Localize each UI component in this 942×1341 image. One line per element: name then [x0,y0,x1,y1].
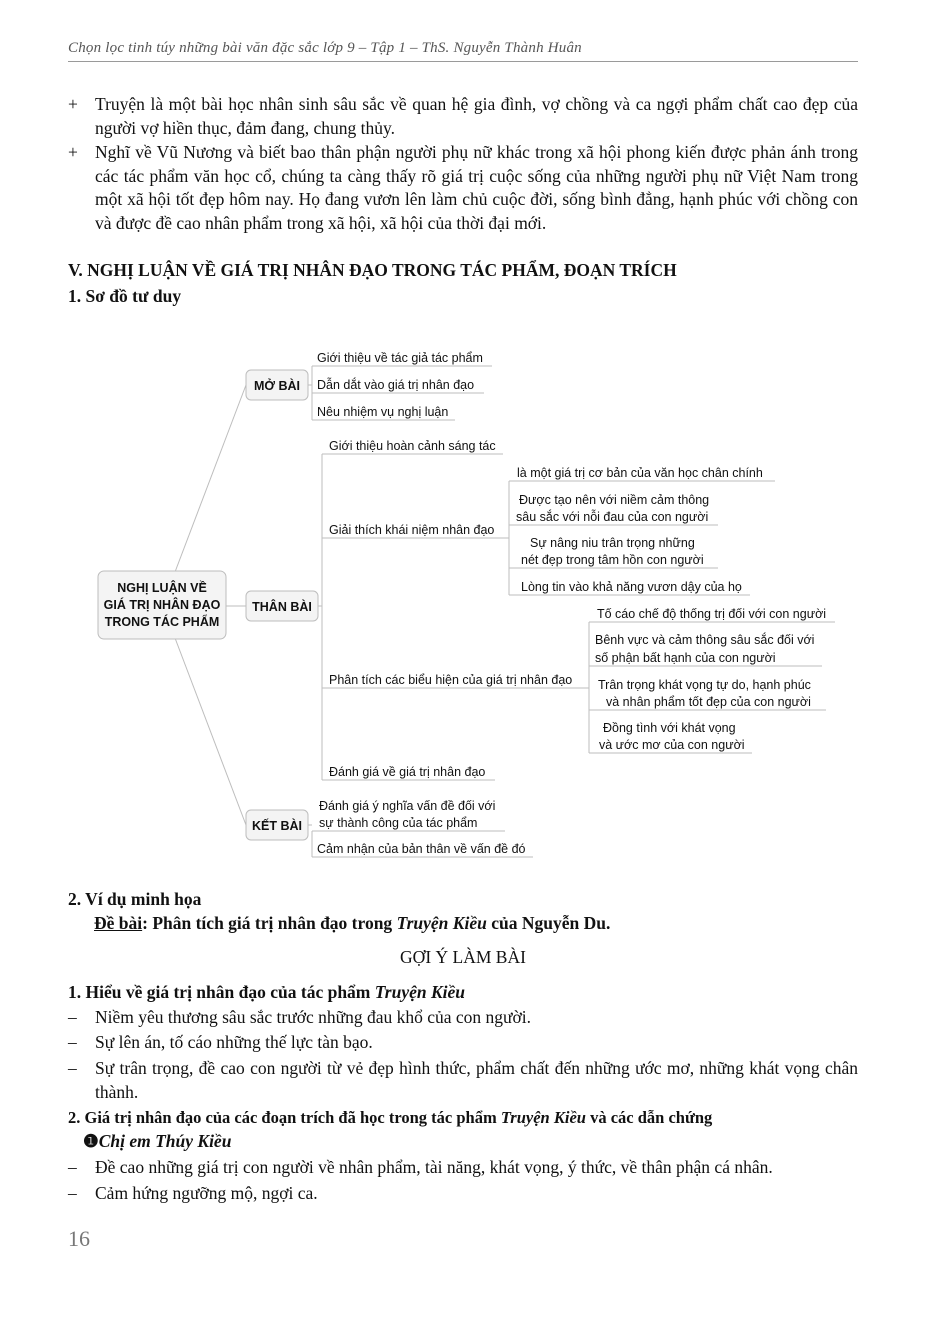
section-v-heading: V. NGHỊ LUẬN VỀ GIÁ TRỊ NHÂN ĐẠO TRONG TÁC PHẨM, ĐOẠN TRÍCH [68,260,677,280]
dash-bullet: – [68,1183,77,1203]
de-bai-text: của Nguyễn Du. [486,913,611,933]
de-bai-label: Đề bài [94,913,143,933]
plus-item-text: Nghĩ về Vũ Nương và biết bao thân phận người phụ nữ khác trong xã hội phong kiến được phản ánh trong các tác phẩm văn học cổ, chúng ta càng thấy rõ giá trị cuộc sống của những người phụ nữ Việt Nam trong một xã hội tốt đẹp hôm nay. Họ đang vươn lên làm chủ cuộc đời, sống bình đẳng, hạnh phúc với chồng con và được đề cao nhân phẩm trong xã hội, xã hội của thời đại mới. [95,142,858,233]
number-circle-icon: ❶ [83,1131,99,1151]
mindmap-branch: Giải thích khái niệm nhân đạo [329,523,495,537]
center-node-line: TRONG TÁC PHẨM [104,615,220,629]
goi-y-heading: GỢI Ý LÀM BÀI [400,947,526,967]
de-bai [68,912,858,936]
mindmap-leaf: sâu sắc với nỗi đau của con người [516,510,709,524]
mindmap-leaf: Tố cáo chế độ thống trị đối với con người [597,607,827,621]
center-node-line: NGHỊ LUẬN VỀ [117,581,207,595]
heading-2-title: Truyện Kiều [500,1108,586,1127]
heading-2-text: và các dẫn chứng [585,1108,713,1127]
than-bai-label: THÂN BÀI [252,600,312,614]
mindmap-leaf: là một giá trị cơ bản của văn học chân chính [517,466,763,480]
mindmap-leaf: Cảm nhận của bản thân về vấn đề đó [317,842,526,856]
running-header: Chọn lọc tinh túy những bài văn đặc sắc lớp 9 – Tập 1 – ThS. Nguyễn Thành Huân [68,40,858,62]
center-node-line: GIÁ TRỊ NHÂN ĐẠO [103,598,221,612]
heading-3-text: Chị em Thúy Kiều [98,1131,232,1151]
mindmap-subheading: 1. Sơ đồ tư duy [68,286,182,306]
de-bai-text: : Phân tích giá trị nhân đạo trong [142,913,397,933]
mindmap-leaf: Được tạo nên với niềm cảm thông [519,493,710,507]
mindmap-branch: Phân tích các biểu hiện của giá trị nhân đạo [329,673,573,687]
mindmap-leaf: Sự nâng niu trân trọng những [530,536,695,550]
mindmap-leaf: sự thành công của tác phẩm [319,816,478,830]
heading-2 [68,1106,858,1130]
dash-item-text: Cảm hứng ngưỡng mộ, ngợi ca. [95,1183,318,1203]
dash-item-text: Sự lên án, tố cáo những thế lực tàn bạo. [95,1032,373,1052]
dash-item [68,1057,858,1104]
mindmap-leaf: nét đẹp trong tâm hồn con người [521,553,704,567]
mindmap-branch: Giới thiệu hoàn cảnh sáng tác [329,439,496,453]
heading-1 [68,981,858,1005]
mindmap-leaf: Đánh giá ý nghĩa vấn đề đối với [319,799,496,813]
dash-item [68,1156,858,1180]
mindmap-leaf: Giới thiệu về tác giả tác phẩm [317,351,483,365]
de-bai-title: Truyện Kiều [396,913,487,933]
mindmap-leaf: và ước mơ của con người [599,738,745,752]
plus-item-text: Truyện là một bài học nhân sinh sâu sắc về quan hệ gia đình, vợ chồng và ca ngợi phẩm chất cao đẹp của người vợ hiền thục, đảm đang, chung thủy. [95,94,858,138]
dash-item-text: Niềm yêu thương sâu sắc trước những đau khổ của con người. [95,1007,532,1027]
mindmap-leaf: Dẫn dắt vào giá trị nhân đạo [317,378,475,392]
example-subheading: 2. Ví dụ minh họa [68,889,202,909]
dash-item [68,1031,858,1055]
dash-item [68,1006,858,1030]
mindmap-leaf: Bênh vực và cảm thông sâu sắc đối với [595,633,815,647]
mo-bai-label: MỞ BÀI [253,379,301,393]
mindmap-branch: Đánh giá về giá trị nhân đạo [329,765,486,779]
dash-item [68,1182,858,1206]
dash-bullet: – [68,1058,77,1078]
heading-2-text: 2. Giá trị nhân đạo của các đoạn trích đã học trong tác phẩm [68,1108,501,1127]
heading-1-text: 1. Hiểu về giá trị nhân đạo của tác phẩm [68,982,375,1002]
mindmap-leaf: Đồng tình với khát vọng [603,721,736,735]
mindmap-leaf: và nhân phẩm tốt đẹp của con người [606,695,811,709]
plus-bullet: + [68,94,78,114]
dash-bullet: – [68,1007,77,1027]
mindmap-leaf: Nêu nhiệm vụ nghị luận [317,405,449,419]
page-number: 16 [68,1226,90,1251]
heading-1-title: Truyện Kiều [374,982,466,1002]
dash-item-text: Đề cao những giá trị con người về nhân phẩm, tài năng, khát vọng, ý thức, về thân phận cá nhân. [95,1157,773,1177]
dash-bullet: – [68,1157,77,1177]
dash-item-text: Sự trân trọng, đề cao con người từ vẻ đẹp hình thức, phẩm chất đến những ước mơ, những khát vọng chân thành. [95,1058,858,1102]
dash-bullet: – [68,1032,77,1052]
mindmap-leaf: Lòng tin vào khả năng vươn dậy của họ [521,580,742,594]
mindmap-leaf: Trân trọng khát vọng tự do, hạnh phúc [598,678,811,692]
plus-bullet: + [68,142,78,162]
mindmap-leaf: số phận bất hạnh của con người [595,651,776,665]
heading-3 [68,1130,858,1154]
ket-bai-label: KẾT BÀI [252,819,302,833]
